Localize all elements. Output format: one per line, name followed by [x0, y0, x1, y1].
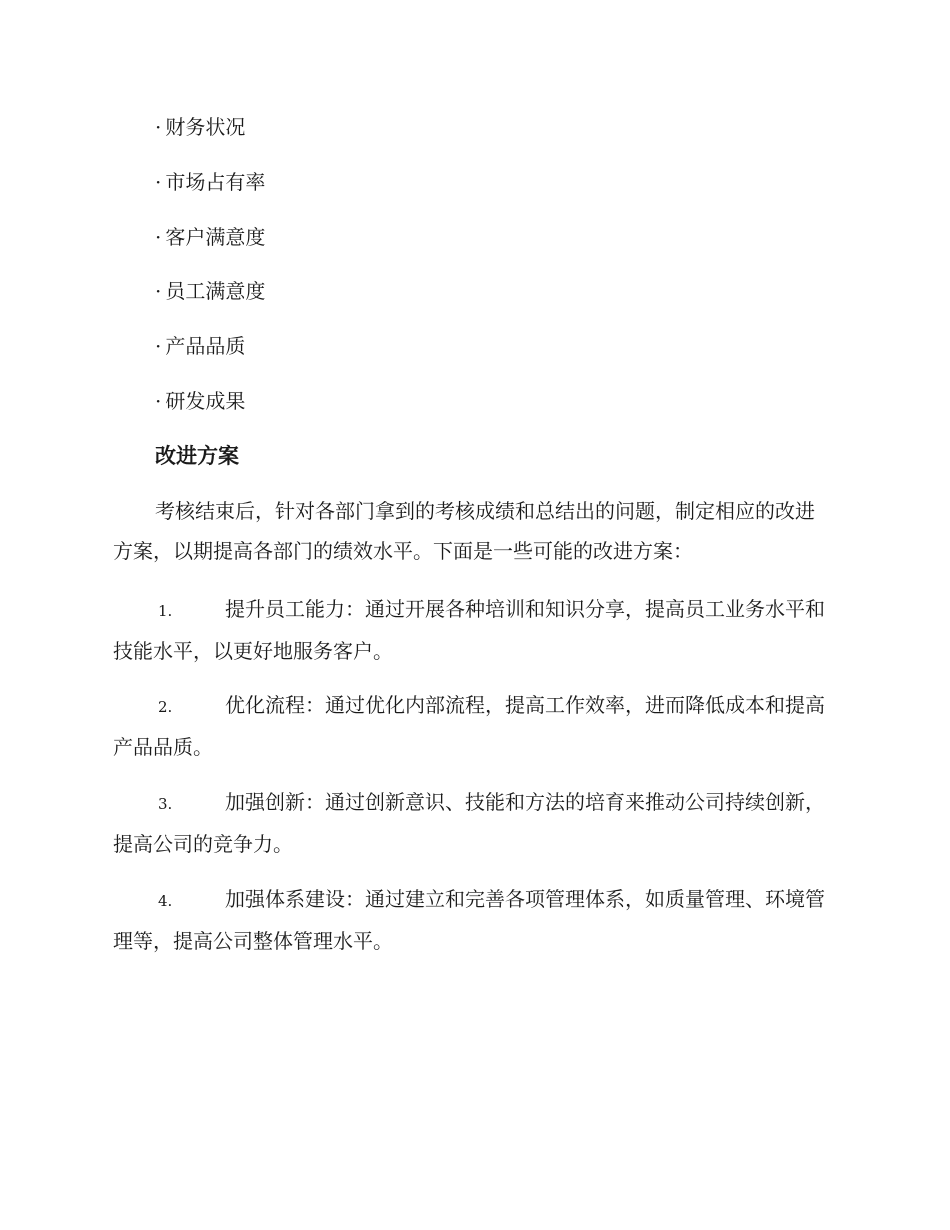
- list-item: [155, 218, 265, 273]
- plan-item: [113, 879, 833, 961]
- plan-text: 提升员工能力：通过开展各种培训和知识分享，提高员工业务水平和技能水平，以更好地服务客户。: [113, 597, 825, 663]
- plan-item: [113, 685, 833, 767]
- bullet-dot: ·: [155, 115, 162, 139]
- intro-paragraph: 考核结束后，针对各部门拿到的考核成绩和总结出的问题，制定相应的改进方案，以期提高各部门的绩效水平。下面是一些可能的改进方案：: [113, 499, 815, 563]
- list-item: [155, 163, 265, 218]
- list-item: [155, 382, 265, 437]
- plan-item: [113, 589, 833, 671]
- list-item: [155, 327, 265, 382]
- list-item-text: 研发成果: [165, 388, 246, 413]
- list-item: [155, 272, 265, 327]
- list-item: [155, 108, 265, 163]
- plan-number: 3.: [158, 795, 173, 813]
- plan-number: 2.: [158, 698, 173, 716]
- list-item-text: 市场占有率: [165, 169, 266, 194]
- plan-number: 4.: [158, 892, 173, 910]
- metrics-list: [155, 108, 265, 437]
- list-item-text: 产品品质: [165, 334, 246, 359]
- bullet-dot: ·: [155, 334, 162, 359]
- bullet-dot: ·: [155, 388, 162, 413]
- list-item-text: 财务状况: [165, 115, 246, 139]
- bullet-dot: ·: [155, 224, 162, 249]
- list-item-text: 客户满意度: [165, 224, 266, 249]
- bullet-dot: ·: [155, 169, 162, 194]
- plan-text: 加强体系建设：通过建立和完善各项管理体系，如质量管理、环境管理等，提高公司整体管理水平。: [113, 887, 825, 953]
- section-heading: 改进方案: [155, 444, 239, 468]
- plan-text: 加强创新：通过创新意识、技能和方法的培育来推动公司持续创新，提高公司的竞争力。: [113, 790, 825, 856]
- plan-number: 1.: [158, 602, 173, 620]
- list-item-text: 员工满意度: [165, 279, 266, 304]
- bullet-dot: ·: [155, 279, 162, 304]
- plan-text: 优化流程：通过优化内部流程，提高工作效率，进而降低成本和提高产品品质。: [113, 693, 825, 759]
- plan-item: [113, 782, 833, 864]
